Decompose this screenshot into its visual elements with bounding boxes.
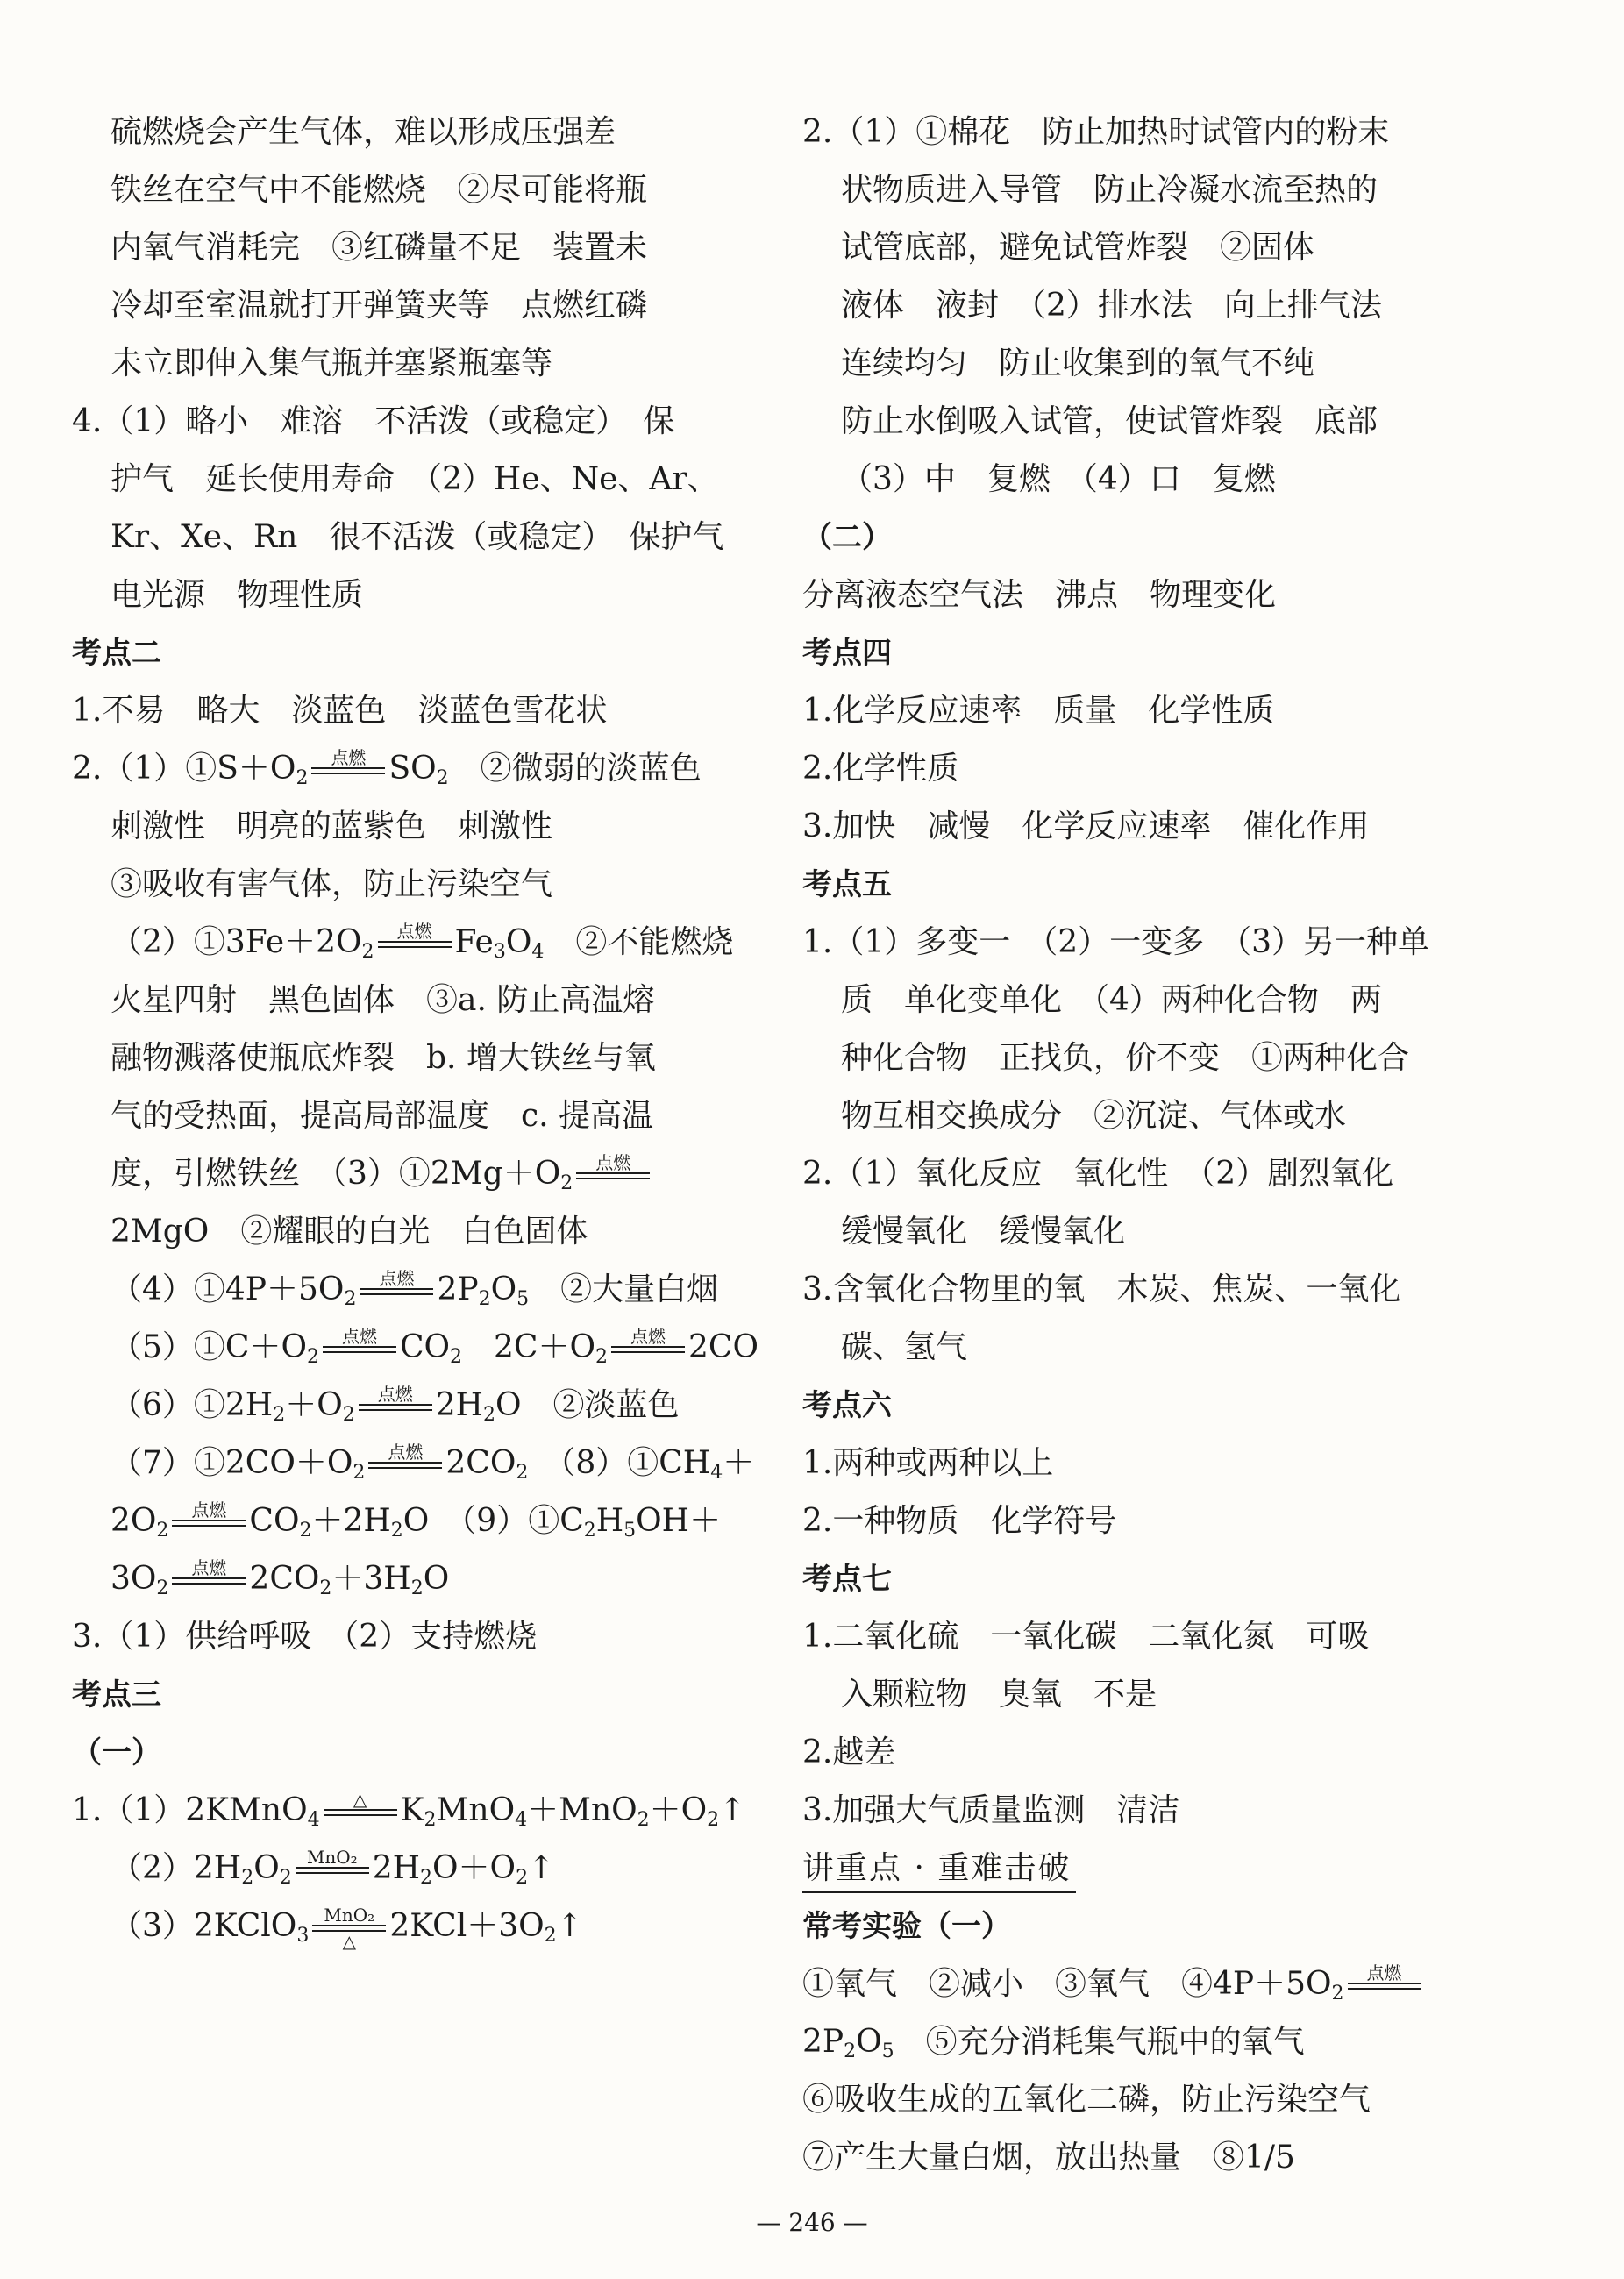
reaction-condition	[1348, 1963, 1421, 2009]
reaction-condition	[378, 922, 452, 967]
text-run: （4）①4P＋5O	[110, 1271, 345, 1307]
text-run: O ②淡蓝色	[495, 1387, 680, 1423]
answer-line: 冷却至室温就打开弹簧夹等 点燃红磷	[110, 288, 648, 324]
text-run: （2）①3Fe＋2O	[110, 924, 362, 960]
answer-line: 未立即伸入集气瓶并塞紧瓶塞等	[110, 345, 553, 381]
condition-bottom	[311, 774, 385, 794]
reaction-condition	[296, 1848, 369, 1893]
text-run: ↑	[556, 1908, 583, 1944]
subscript: 2	[560, 1172, 573, 1194]
text-run: 2P	[437, 1271, 479, 1307]
text-run: 2KCl＋3O	[389, 1908, 545, 1944]
answer-line	[72, 1377, 800, 1435]
text-run: （2）2H	[110, 1850, 242, 1886]
text-run: SO	[388, 751, 437, 787]
answer-line: 连续均匀 防止收集到的氧气不纯	[841, 345, 1315, 381]
text-run: ①氧气 ②减小 ③氧气 ④4P＋5O	[802, 1966, 1332, 2002]
answer-line	[802, 1840, 1548, 1898]
equals-sign	[311, 767, 385, 774]
text-run: Fe	[454, 924, 494, 960]
subscript: 2	[583, 1520, 596, 1542]
answer-line: Kr、Xe、Rn 很不活泼（或稳定） 保护气	[110, 519, 724, 555]
reaction-condition	[312, 1905, 386, 1951]
subscript: 2	[319, 1577, 332, 1599]
equals-sign	[368, 1462, 442, 1469]
answer-line: 液体 液封 （2）排水法 向上排气法	[841, 288, 1382, 324]
subscript: 2	[707, 1809, 720, 1831]
answer-line: 试管底部，避免试管炸裂 ②固体	[841, 230, 1315, 266]
answer-line: ⑥吸收生成的五氧化二磷，防止污染空气	[802, 2082, 1371, 2118]
reaction-condition	[172, 1500, 246, 1546]
page-number: — 246 —	[756, 2208, 868, 2237]
condition-top: MnO₂	[306, 1847, 358, 1868]
condition-top: 点燃	[595, 1152, 631, 1173]
subscript: 5	[516, 1288, 530, 1310]
section-heading: 考点七	[802, 1562, 892, 1597]
subscript: 2	[279, 1867, 292, 1889]
text-run: ＋O	[649, 1792, 708, 1828]
equals-sign	[172, 1520, 246, 1527]
answer-line: （3）中 复燃 （4）口 复燃	[841, 461, 1276, 497]
answer-line: 1.（1）多变一 （2）一变多 （3）另一种单	[802, 924, 1430, 960]
subscript: 2	[1331, 1983, 1344, 2005]
condition-bottom: △	[342, 1931, 356, 1952]
answer-line	[802, 2013, 1548, 2071]
text-run: ↑	[528, 1850, 555, 1886]
section-heading: 考点四	[802, 636, 892, 671]
answer-line: 护气 延长使用寿命 （2）He、Ne、Ar、	[110, 461, 719, 497]
text-run: （7）①2CO＋O	[110, 1445, 353, 1481]
answer-line: 3.含氧化合物里的氧 木炭、焦炭、一氧化	[802, 1271, 1401, 1307]
equals-sign	[172, 1577, 246, 1585]
subscript: 4	[710, 1462, 723, 1484]
answer-line: 状物质进入导管 防止冷凝水流至热的	[841, 172, 1378, 208]
subscript: 2	[156, 1577, 169, 1599]
text-run: 1.（1）2KMnO	[72, 1792, 308, 1828]
reaction-condition	[359, 1385, 432, 1430]
answer-line: 1.两种或两种以上	[802, 1445, 1054, 1481]
answer-line: 碳、氢气	[841, 1329, 968, 1365]
condition-bottom	[611, 1353, 685, 1372]
condition-top: MnO₂	[324, 1905, 375, 1926]
condition-top: 点燃	[388, 1442, 424, 1463]
equals-sign	[323, 1346, 396, 1353]
answer-line	[72, 1550, 800, 1608]
subscript: 2	[420, 1867, 433, 1889]
answer-line	[802, 1955, 1548, 2013]
subscript: 2	[353, 1462, 366, 1484]
condition-top: 点燃	[377, 1384, 413, 1405]
text-run: OH＋	[636, 1503, 722, 1539]
text-run: CO	[399, 1329, 451, 1365]
text-run: K	[400, 1792, 424, 1828]
text-run: 2.（1）①S＋O	[72, 751, 296, 787]
left-column	[72, 103, 800, 1955]
condition-top: 点燃	[331, 747, 367, 768]
answer-line: 内氧气消耗完 ③红磷量不足 装置未	[110, 230, 648, 266]
condition-bottom	[359, 1411, 432, 1430]
condition-bottom	[296, 1874, 369, 1893]
text-run: CO	[249, 1503, 300, 1539]
text-run: MnO	[436, 1792, 516, 1828]
condition-top: 点燃	[191, 1499, 227, 1521]
answer-line: 2.一种物质 化学符号	[802, 1503, 1117, 1539]
text-run: H	[595, 1503, 624, 1539]
text-run: ＋2H	[311, 1503, 391, 1539]
text-run: （3）2KClO	[110, 1908, 297, 1944]
condition-top: 点燃	[1366, 1962, 1402, 1983]
subscript: 2	[450, 1346, 463, 1368]
equals-sign	[1348, 1983, 1421, 1990]
subscript: 2	[478, 1288, 491, 1310]
text-run: ②不能燃烧	[544, 924, 734, 960]
answer-line: 3.加强大气质量监测 清洁	[802, 1792, 1180, 1828]
section-heading: 考点五	[802, 867, 892, 902]
text-run: 度，引燃铁丝 （3）①2Mg＋O	[110, 1156, 561, 1192]
condition-bottom	[1348, 1990, 1421, 2009]
reaction-condition	[576, 1153, 650, 1199]
condition-top: 点燃	[379, 1268, 415, 1289]
text-run: （8）①CH	[528, 1445, 711, 1481]
answer-line: 分离液态空气法 沸点 物理变化	[802, 577, 1277, 613]
equals-sign	[359, 1404, 432, 1411]
answer-line	[72, 1319, 800, 1377]
answer-line: 刺激性 明亮的蓝紫色 刺激性	[110, 808, 553, 844]
answer-line: 防止水倒吸入试管，使试管炸裂 底部	[841, 403, 1378, 439]
text-run: ＋O	[285, 1387, 343, 1423]
answer-line: 3.加快 减慢 化学反应速率 催化作用	[802, 808, 1370, 844]
reaction-condition	[360, 1269, 433, 1314]
condition-bottom	[323, 1353, 396, 1372]
subscript: 2	[595, 1346, 608, 1368]
subscript: 2	[361, 941, 374, 963]
section-banner: 讲重点 · 重难击破	[802, 1846, 1076, 1893]
section-heading: 考点六	[802, 1388, 892, 1423]
section-heading: （一）	[72, 1735, 161, 1770]
answer-line	[72, 1492, 800, 1550]
answer-line: 2.越差	[802, 1734, 896, 1770]
section-heading: 考点三	[72, 1677, 161, 1713]
equals-sign	[378, 941, 452, 948]
condition-bottom	[368, 1469, 442, 1488]
condition-bottom	[576, 1179, 650, 1199]
subscript: 2	[436, 767, 449, 789]
condition-bottom	[172, 1527, 246, 1546]
section-heading: 常考实验（一）	[802, 1909, 1011, 1944]
condition-bottom	[324, 1816, 397, 1835]
answer-line	[72, 1145, 800, 1203]
answer-line	[72, 740, 800, 798]
text-run: O	[856, 2024, 882, 2060]
text-run: 2O	[110, 1503, 157, 1539]
subscript: 2	[516, 1867, 529, 1889]
right-column	[802, 103, 1548, 2187]
text-run: 2CO	[445, 1445, 516, 1481]
text-run: 2H	[435, 1387, 484, 1423]
subscript: 3	[493, 941, 506, 963]
condition-bottom	[172, 1585, 246, 1604]
subscript: 2	[342, 1404, 355, 1426]
answer-line: 铁丝在空气中不能燃烧 ②尽可能将瓶	[110, 172, 648, 208]
answer-line: 物互相交换成分 ②沉淀、气体或水	[841, 1098, 1347, 1134]
answer-line: 3.（1）供给呼吸 （2）支持燃烧	[72, 1619, 538, 1655]
subscript: 4	[307, 1809, 320, 1831]
text-run: 2C＋O	[462, 1329, 595, 1365]
subscript: 2	[844, 2040, 857, 2062]
answer-line: ⑦产生大量白烟，放出热量 ⑧1/5	[802, 2140, 1295, 2176]
equals-sign	[324, 1809, 397, 1816]
answer-line: 入颗粒物 臭氧 不是	[841, 1677, 1157, 1713]
answer-line: 2.（1）氧化反应 氧化性 （2）剧烈氧化	[802, 1156, 1394, 1192]
subscript: 2	[544, 1925, 557, 1947]
text-run: ②大量白烟	[529, 1271, 719, 1307]
subscript: 2	[306, 1346, 319, 1368]
section-heading: 考点二	[72, 636, 161, 671]
text-run: 3O	[110, 1561, 157, 1597]
condition-bottom	[378, 948, 452, 967]
text-run: 2CO	[688, 1329, 759, 1365]
answer-line: 1.不易 略大 淡蓝色 淡蓝色雪花状	[72, 693, 608, 729]
answer-line: 火星四射 黑色固体 ③a. 防止高温熔	[110, 982, 655, 1018]
answer-line: 电光源 物理性质	[110, 577, 364, 613]
answer-line	[72, 1435, 800, 1492]
reaction-condition	[172, 1558, 246, 1604]
subscript: 2	[156, 1520, 169, 1542]
equals-sign	[611, 1346, 685, 1353]
subscript: 4	[531, 941, 545, 963]
text-run: O	[423, 1561, 450, 1597]
section-heading: （二）	[802, 520, 892, 555]
text-run: ＋	[723, 1445, 755, 1481]
text-run: ②微弱的淡蓝色	[448, 751, 702, 787]
text-run: （5）①C＋O	[110, 1329, 307, 1365]
answer-line: 1.二氧化硫 一氧化碳 二氧化氮 可吸	[802, 1619, 1370, 1655]
reaction-condition	[311, 748, 385, 794]
subscript: 2	[296, 767, 309, 789]
text-run: O	[253, 1850, 280, 1886]
answer-line	[72, 1782, 800, 1840]
answer-line: ③吸收有害气体，防止污染空气	[110, 866, 553, 902]
text-run: 2CO	[249, 1561, 320, 1597]
text-run: ↑	[719, 1792, 746, 1828]
text-run: （6）①2H	[110, 1387, 274, 1423]
text-run: O	[490, 1271, 517, 1307]
subscript: 2	[424, 1809, 437, 1831]
subscript: 2	[516, 1462, 529, 1484]
equals-sign	[576, 1172, 650, 1179]
reaction-condition	[611, 1327, 685, 1372]
answer-line: 种化合物 正找负，价不变 ①两种化合	[841, 1040, 1410, 1076]
subscript: 2	[637, 1809, 650, 1831]
subscript: 5	[623, 1520, 637, 1542]
text-run: ＋3H	[331, 1561, 411, 1597]
answer-line	[72, 1840, 800, 1898]
condition-top: △	[353, 1789, 367, 1810]
reaction-condition	[323, 1327, 396, 1372]
answer-line: 质 单化变单化 （4）两种化合物 两	[841, 982, 1382, 1018]
text-run: O （9）①C	[402, 1503, 584, 1539]
subscript: 2	[241, 1867, 254, 1889]
answer-line	[72, 1898, 800, 1955]
subscript: 2	[410, 1577, 424, 1599]
subscript: 2	[273, 1404, 286, 1426]
condition-top: 点燃	[396, 921, 432, 942]
text-run: O	[505, 924, 532, 960]
answer-line: 4.（1）略小 难溶 不活泼（或稳定） 保	[72, 403, 675, 439]
subscript: 4	[515, 1809, 528, 1831]
answer-line: 1.化学反应速率 质量 化学性质	[802, 693, 1275, 729]
subscript: 2	[483, 1404, 496, 1426]
subscript: 5	[881, 2040, 894, 2062]
answer-line: 2.化学性质	[802, 751, 959, 787]
equals-sign	[360, 1288, 433, 1295]
text-run: 2H	[372, 1850, 421, 1886]
condition-bottom	[360, 1295, 433, 1314]
answer-line	[72, 914, 800, 972]
subscript: 2	[390, 1520, 403, 1542]
answer-line: 2MgO ②耀眼的白光 白色固体	[110, 1214, 588, 1250]
condition-top: 点燃	[341, 1326, 377, 1347]
text-run: ⑤充分消耗集气瓶中的氧气	[894, 2024, 1305, 2060]
condition-top: 点燃	[630, 1326, 666, 1347]
text-run: O＋O	[432, 1850, 516, 1886]
subscript: 2	[299, 1520, 312, 1542]
text-run: 2P	[802, 2024, 844, 2060]
subscript: 3	[296, 1925, 310, 1947]
answer-line	[72, 1261, 800, 1319]
subscript: 2	[344, 1288, 357, 1310]
answer-line: 融物溅落使瓶底炸裂 b. 增大铁丝与氧	[110, 1040, 656, 1076]
text-run: ＋MnO	[527, 1792, 637, 1828]
reaction-condition	[368, 1442, 442, 1488]
reaction-condition	[324, 1790, 397, 1835]
answer-line: 硫燃烧会产生气体，难以形成压强差	[110, 114, 616, 150]
answer-line: 气的受热面，提高局部温度 c. 提高温	[110, 1098, 654, 1134]
answer-line: 缓慢氧化 缓慢氧化	[841, 1214, 1126, 1250]
condition-top: 点燃	[191, 1557, 227, 1578]
equals-sign	[296, 1867, 369, 1874]
answer-line: 2.（1）①棉花 防止加热时试管内的粉末	[802, 114, 1390, 150]
